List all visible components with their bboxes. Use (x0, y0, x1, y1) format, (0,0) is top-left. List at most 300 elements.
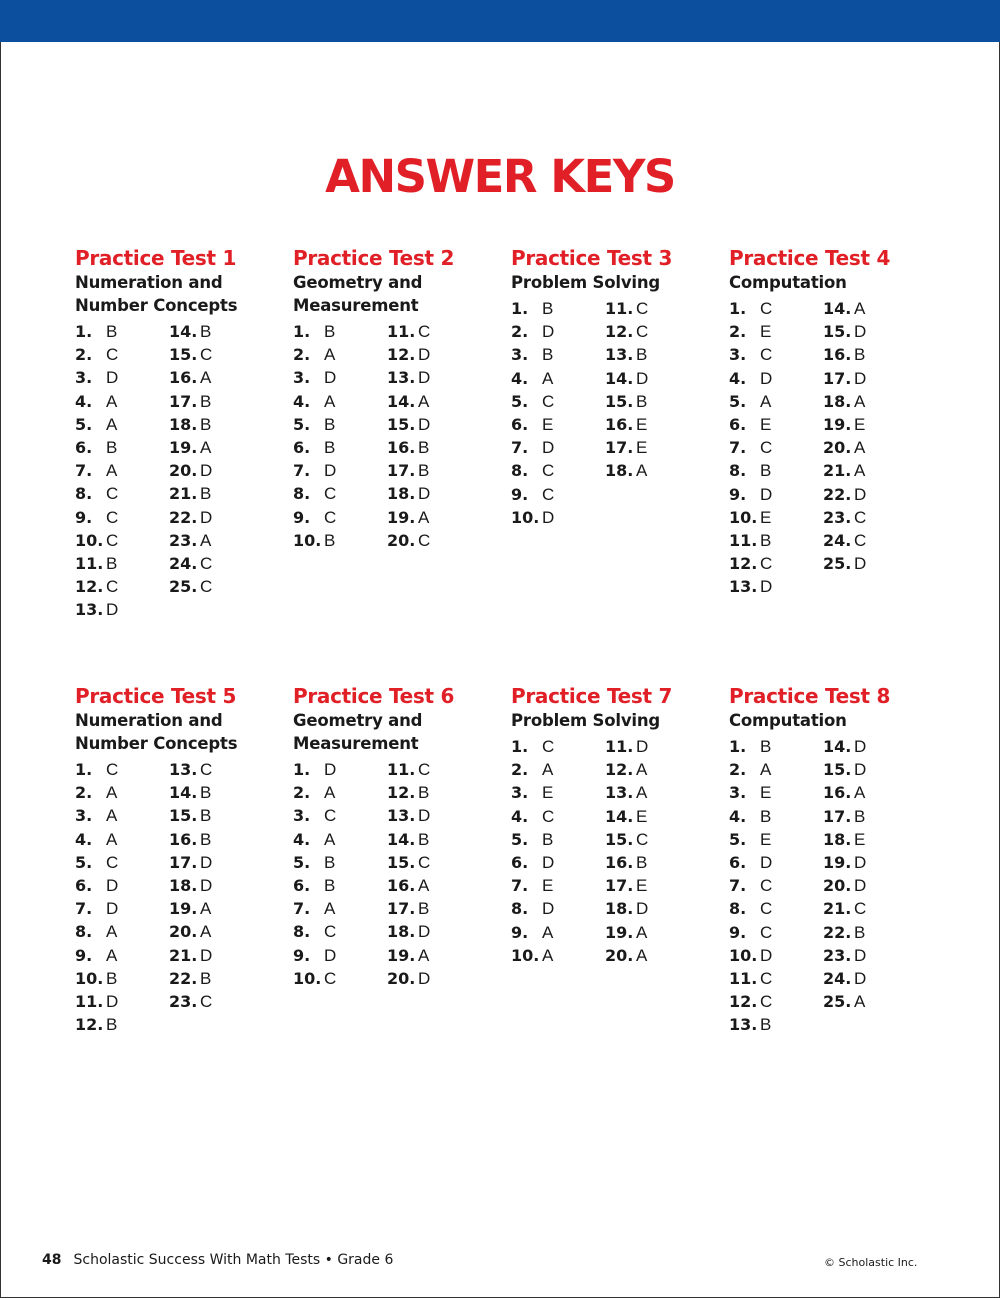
question-number: 20. (387, 530, 416, 550)
answer-column (511, 735, 554, 967)
answer-letter: B (760, 461, 772, 481)
question-number: 11. (75, 553, 104, 573)
answer-item (169, 781, 212, 804)
answer-letter: B (324, 530, 336, 550)
answer-item (823, 851, 866, 874)
answer-item (169, 920, 212, 943)
question-number: 11. (75, 991, 104, 1011)
test-title: Practice Test 3 (511, 246, 673, 270)
answer-item (605, 781, 648, 804)
question-number: 4. (729, 368, 747, 388)
question-number: 22. (823, 484, 852, 504)
question-number: 14. (823, 737, 852, 756)
answer-item (823, 967, 866, 990)
question-number: 1. (511, 737, 529, 756)
answer-letter: C (106, 577, 119, 597)
answer-item (729, 921, 772, 944)
answer-column (823, 297, 866, 575)
answer-letter: A (760, 391, 772, 411)
question-number: 12. (605, 322, 634, 342)
answer-item (293, 390, 336, 413)
answer-letter: D (854, 852, 867, 872)
question-number: 7. (729, 438, 747, 458)
answer-item (75, 506, 118, 529)
question-number: 17. (169, 852, 198, 872)
answer-letter: A (106, 783, 118, 803)
answer-letter: B (200, 322, 212, 341)
answer-item (823, 990, 866, 1013)
answer-item (75, 436, 118, 459)
question-number: 5. (511, 829, 529, 849)
test-subject: Problem Solving (511, 711, 661, 730)
answer-letter: E (636, 806, 648, 826)
question-number: 12. (729, 992, 758, 1012)
top-color-band (0, 0, 1000, 42)
answer-item (293, 874, 336, 897)
question-number: 4. (511, 806, 529, 826)
question-number: 20. (823, 438, 852, 458)
answer-item (511, 320, 554, 343)
question-number: 16. (387, 437, 416, 457)
question-number: 18. (169, 875, 198, 895)
answer-item (605, 805, 648, 828)
question-number: 6. (75, 437, 93, 457)
answer-letter: A (200, 922, 212, 942)
answer-letter: B (854, 922, 866, 942)
question-number: 10. (75, 530, 104, 550)
answer-letter: D (854, 876, 867, 896)
answer-letter: C (854, 530, 867, 550)
answer-letter: D (854, 322, 867, 342)
answer-letter: D (324, 368, 337, 388)
question-number: 1. (293, 760, 311, 779)
answer-letter: D (200, 875, 213, 895)
answer-letter: B (760, 530, 772, 550)
answer-letter: C (106, 507, 119, 527)
answer-letter: C (200, 760, 213, 779)
question-number: 9. (729, 484, 747, 504)
answer-letter: C (200, 553, 213, 573)
answer-letter: A (106, 829, 118, 849)
answer-letter: C (418, 852, 431, 872)
question-number: 9. (511, 922, 529, 942)
answer-item (823, 367, 866, 390)
question-number: 1. (511, 299, 529, 318)
test-subject: Number Concepts (75, 734, 238, 753)
answer-letter: B (324, 437, 336, 457)
answer-item (75, 343, 118, 366)
answer-letter: D (418, 368, 431, 388)
answer-item (729, 781, 772, 804)
practice-test-2 (293, 245, 503, 550)
question-number: 10. (729, 945, 758, 965)
answer-letter: C (418, 530, 431, 550)
answer-letter: D (106, 899, 119, 919)
question-number: 19. (387, 945, 416, 965)
question-number: 2. (511, 322, 529, 342)
answer-item (823, 944, 866, 967)
answer-item (293, 506, 336, 529)
question-number: 25. (169, 577, 198, 597)
question-number: 13. (605, 783, 634, 803)
answer-item (75, 598, 118, 621)
answer-letter: A (324, 345, 336, 365)
answer-item (605, 343, 648, 366)
question-number: 12. (75, 577, 104, 597)
answer-letter: A (418, 507, 430, 527)
answer-item (605, 828, 648, 851)
answer-item (387, 804, 430, 827)
practice-test-7 (511, 683, 721, 965)
question-number: 13. (605, 345, 634, 365)
answer-item (729, 367, 772, 390)
question-number: 13. (729, 1015, 758, 1035)
answer-letter: C (854, 899, 867, 919)
answer-item (823, 483, 866, 506)
question-number: 19. (605, 922, 634, 942)
answer-item (169, 851, 212, 874)
answer-item (511, 436, 554, 459)
answer-letter: C (200, 991, 213, 1011)
answer-letter: C (418, 760, 431, 779)
answer-item (169, 390, 212, 413)
test-subject: Measurement (293, 734, 419, 753)
answer-letter: D (854, 968, 867, 988)
question-number: 17. (605, 438, 634, 458)
answer-letter: B (200, 414, 212, 434)
answer-item (823, 921, 866, 944)
answer-item (293, 529, 336, 552)
answer-letter: A (854, 299, 866, 318)
answer-item (387, 436, 430, 459)
question-number: 6. (293, 437, 311, 457)
question-number: 17. (823, 368, 852, 388)
answer-letter: D (418, 414, 431, 434)
question-number: 7. (729, 876, 747, 896)
answer-item (823, 874, 866, 897)
question-number: 10. (75, 968, 104, 988)
answer-item (387, 413, 430, 436)
answer-letter: E (854, 829, 866, 849)
question-number: 19. (823, 414, 852, 434)
answer-letter: D (542, 438, 555, 458)
question-number: 11. (387, 760, 416, 779)
answer-letter: B (854, 345, 866, 365)
answer-item (511, 367, 554, 390)
answer-letter: A (418, 945, 430, 965)
answer-item (729, 967, 772, 990)
question-number: 16. (823, 345, 852, 365)
answer-letter: B (200, 806, 212, 826)
answer-column (511, 297, 554, 529)
question-number: 11. (605, 737, 634, 756)
question-number: 19. (169, 899, 198, 919)
answer-letter: B (200, 783, 212, 803)
question-number: 17. (823, 806, 852, 826)
answer-item (387, 897, 430, 920)
question-number: 19. (169, 437, 198, 457)
practice-test-3 (511, 245, 721, 527)
question-number: 16. (169, 829, 198, 849)
answer-letter: A (636, 783, 648, 803)
question-number: 13. (75, 600, 104, 620)
answer-item (75, 320, 118, 343)
answer-letter: D (636, 737, 649, 756)
answer-item (169, 804, 212, 827)
question-number: 5. (293, 414, 311, 434)
answer-letter: A (324, 391, 336, 411)
test-subject: Measurement (293, 296, 419, 315)
question-number: 6. (729, 414, 747, 434)
answer-item (169, 874, 212, 897)
answer-item (729, 552, 772, 575)
question-number: 16. (387, 875, 416, 895)
answer-letter: C (106, 345, 119, 365)
answer-item (387, 506, 430, 529)
answer-item (293, 781, 336, 804)
answer-item (729, 413, 772, 436)
answer-letter: A (324, 899, 336, 919)
answer-letter: C (106, 484, 119, 504)
answer-letter: B (542, 829, 554, 849)
answer-letter: B (542, 299, 554, 318)
question-number: 24. (823, 968, 852, 988)
answer-column (387, 758, 430, 990)
answer-item (823, 735, 866, 758)
answer-item (75, 804, 118, 827)
answer-item (511, 944, 554, 967)
answer-item (729, 529, 772, 552)
answer-letter: C (636, 299, 649, 318)
question-number: 2. (511, 760, 529, 780)
answer-letter: D (106, 600, 119, 620)
question-number: 4. (729, 806, 747, 826)
question-number: 20. (605, 945, 634, 965)
answer-item (605, 436, 648, 459)
answer-item (823, 805, 866, 828)
question-number: 20. (169, 922, 198, 942)
answer-item (75, 459, 118, 482)
test-subject: Problem Solving (511, 273, 661, 292)
answer-item (293, 366, 336, 389)
answer-item (823, 758, 866, 781)
test-subject: Computation (729, 273, 847, 292)
question-number: 15. (169, 806, 198, 826)
answer-item (75, 390, 118, 413)
answer-letter: A (200, 368, 212, 388)
answer-item (169, 506, 212, 529)
answer-letter: A (542, 922, 554, 942)
question-number: 3. (75, 806, 93, 826)
answer-item (293, 758, 336, 781)
answer-letter: D (200, 461, 213, 481)
question-number: 16. (605, 852, 634, 872)
question-number: 14. (823, 299, 852, 318)
answer-item (293, 851, 336, 874)
answer-item (729, 735, 772, 758)
answer-letter: C (324, 806, 337, 826)
question-number: 25. (823, 554, 852, 574)
answer-item (823, 529, 866, 552)
question-number: 12. (605, 760, 634, 780)
question-number: 14. (605, 368, 634, 388)
answer-letter: A (854, 992, 866, 1012)
answer-letter: B (324, 875, 336, 895)
answer-item (729, 851, 772, 874)
question-number: 10. (293, 968, 322, 988)
question-number: 10. (729, 507, 758, 527)
answer-letter: E (760, 829, 772, 849)
answer-letter: C (854, 507, 867, 527)
answer-column (605, 735, 648, 967)
answer-item (75, 482, 118, 505)
question-number: 21. (823, 461, 852, 481)
question-number: 23. (823, 945, 852, 965)
page-number: 48 (42, 1252, 62, 1268)
answer-letter: B (106, 968, 118, 988)
test-subject: Numeration and (75, 711, 223, 730)
answer-letter: D (324, 461, 337, 481)
answer-letter: B (200, 829, 212, 849)
answer-letter: A (106, 922, 118, 942)
answer-item (823, 459, 866, 482)
answer-item (511, 805, 554, 828)
answer-letter: E (760, 507, 772, 527)
question-number: 4. (511, 368, 529, 388)
question-number: 16. (823, 783, 852, 803)
question-number: 3. (511, 783, 529, 803)
answer-item (169, 990, 212, 1013)
answer-item (605, 897, 648, 920)
answer-letter: B (760, 806, 772, 826)
question-number: 21. (169, 945, 198, 965)
answer-item (511, 874, 554, 897)
answer-item (169, 459, 212, 482)
question-number: 11. (605, 299, 634, 318)
question-number: 8. (511, 461, 529, 481)
answer-item (511, 390, 554, 413)
answer-letter: C (324, 968, 337, 988)
answer-column (169, 320, 212, 598)
answer-letter: D (760, 368, 773, 388)
question-number: 4. (75, 829, 93, 849)
question-number: 14. (169, 783, 198, 803)
answer-item (75, 920, 118, 943)
question-number: 3. (511, 345, 529, 365)
answer-letter: D (542, 899, 555, 919)
question-number: 18. (387, 922, 416, 942)
answer-item (511, 343, 554, 366)
question-number: 8. (729, 461, 747, 481)
answer-item (75, 552, 118, 575)
answer-letter: D (854, 737, 867, 756)
answer-item (169, 343, 212, 366)
answer-letter: C (418, 322, 431, 341)
answer-letter: E (760, 783, 772, 803)
question-number: 3. (729, 783, 747, 803)
practice-test-5 (75, 683, 285, 1035)
question-number: 20. (387, 968, 416, 988)
answer-letter: E (636, 876, 648, 896)
answer-letter: C (542, 737, 555, 756)
question-number: 7. (511, 438, 529, 458)
answer-letter: A (854, 438, 866, 458)
answer-letter: C (324, 484, 337, 504)
test-subject: Numeration and (75, 273, 223, 292)
question-number: 4. (293, 391, 311, 411)
question-number: 22. (169, 507, 198, 527)
answer-letter: E (760, 414, 772, 434)
answer-item (605, 413, 648, 436)
answer-letter: A (418, 875, 430, 895)
answer-item (605, 874, 648, 897)
question-number: 10. (511, 945, 540, 965)
answer-letter: D (854, 368, 867, 388)
answer-letter: D (200, 507, 213, 527)
answer-item (729, 320, 772, 343)
question-number: 13. (387, 806, 416, 826)
test-title: Practice Test 8 (729, 684, 891, 708)
answer-letter: B (418, 437, 430, 457)
question-number: 15. (605, 391, 634, 411)
answer-item (75, 413, 118, 436)
answer-letter: D (854, 484, 867, 504)
question-number: 3. (729, 345, 747, 365)
question-number: 15. (823, 322, 852, 342)
answer-item (169, 436, 212, 459)
answer-item (75, 529, 118, 552)
answer-letter: D (542, 507, 555, 527)
question-number: 21. (823, 899, 852, 919)
question-number: 3. (293, 806, 311, 826)
answer-item (387, 920, 430, 943)
answer-letter: C (106, 852, 119, 872)
page-title: ANSWER KEYS (325, 150, 675, 203)
answer-letter: D (854, 945, 867, 965)
answer-item (75, 990, 118, 1013)
answer-item (729, 483, 772, 506)
answer-item (169, 366, 212, 389)
question-number: 12. (387, 783, 416, 803)
question-number: 10. (293, 530, 322, 550)
question-number: 7. (75, 899, 93, 919)
answer-item (387, 781, 430, 804)
answer-item (729, 874, 772, 897)
answer-letter: A (324, 829, 336, 849)
answer-letter: D (418, 968, 431, 988)
answer-item (511, 483, 554, 506)
question-number: 23. (823, 507, 852, 527)
question-number: 12. (387, 345, 416, 365)
answer-item (169, 529, 212, 552)
answer-letter: A (636, 922, 648, 942)
answer-letter: C (636, 829, 649, 849)
answer-item (729, 436, 772, 459)
answer-item (387, 366, 430, 389)
answer-letter: B (542, 345, 554, 365)
question-number: 8. (511, 899, 529, 919)
question-number: 22. (169, 968, 198, 988)
answer-item (605, 944, 648, 967)
answer-letter: E (636, 438, 648, 458)
answer-letter: E (542, 414, 554, 434)
answer-column (169, 758, 212, 1013)
test-subject: Geometry and (293, 273, 423, 292)
question-number: 9. (75, 945, 93, 965)
answer-letter: E (542, 876, 554, 896)
answer-item (823, 390, 866, 413)
answer-item (75, 851, 118, 874)
